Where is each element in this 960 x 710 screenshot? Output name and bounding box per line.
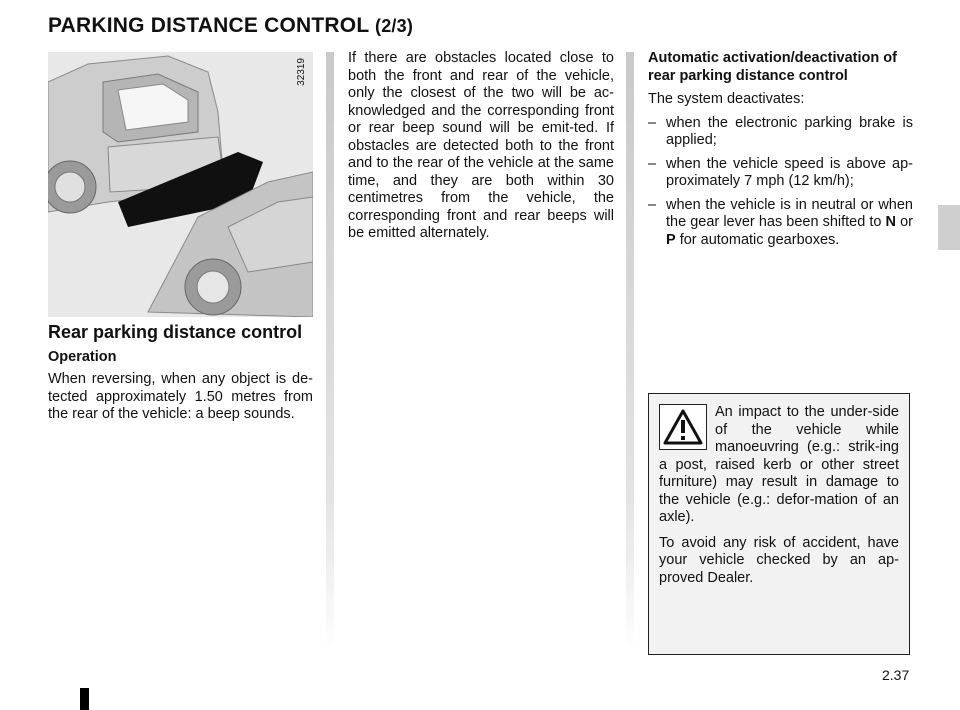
deactivation-lead: The system deactivates: (648, 91, 805, 107)
page-title-suffix: (2/3) (375, 16, 414, 36)
list-item-text: or (896, 214, 913, 230)
list-item-text: when the vehicle is in neutral or when the gear lever has been shifted to (666, 196, 913, 230)
gear-label-n: N (885, 214, 897, 230)
dash-marker: – (648, 196, 657, 213)
list-item-text: when the electronic parking brake is applied; (666, 114, 913, 148)
obstacle-paragraph: If there are obstacles located close to both the front and rear of the vehicle, only the closest of the two will be ac-knowledged and the corresponding front or rear beep sound will be emit-ted. If obstacles are detected both to the front and to the rear of the vehicle at the same time, and they are both within 30 centimetres from the vehicle, the corresponding front and rear beeps will be emitted alternately. (348, 50, 614, 241)
list-item-text: for automatic gearboxes. (675, 231, 840, 248)
column-right (648, 50, 913, 255)
column-middle (348, 50, 614, 243)
gear-label-p: P (666, 231, 676, 248)
section-tab-marker (938, 205, 960, 250)
list-item (648, 115, 913, 150)
dash-marker: – (648, 155, 657, 172)
deactivation-list (648, 115, 913, 250)
dash-marker: – (648, 114, 657, 131)
subsection-heading: Operation (48, 349, 117, 365)
page-title-text: PARKING DISTANCE CONTROL (48, 14, 369, 37)
column-divider-right (626, 52, 634, 652)
warning-paragraph-2: To avoid any risk of accident, have your vehicle checked by an ap-proved Dealer. (659, 534, 899, 586)
column-left (48, 318, 313, 424)
page-number: 2.37 (882, 667, 910, 683)
list-item (648, 156, 913, 191)
print-corner-mark (80, 688, 89, 710)
warning-triangle-icon (659, 404, 707, 450)
list-item-text: when the vehicle speed is above ap-proximately 7 mph (12 km/h); (666, 155, 913, 189)
image-reference-code: 32319 (296, 58, 307, 86)
activation-heading: Automatic activation/deactivation of rear parking distance control (648, 50, 897, 84)
operation-paragraph: When reversing, when any object is de-tected approximately 1.50 metres from the rear of the vehicle: a beep sounds. (48, 371, 313, 422)
car-parking-sensor-illustration (48, 52, 313, 317)
warning-paragraph-1: An impact to the under-side of the vehicle while manoeuvring (e.g.: strik-ing a post, raised kerb or other street furniture) may result in damage to the vehicle (e.g.: defor-mation of an axle). (659, 404, 899, 525)
list-item (648, 197, 913, 250)
page-title (48, 14, 413, 38)
warning-box (648, 393, 910, 655)
section-heading: Rear parking distance control (48, 322, 303, 342)
column-divider-left (326, 52, 334, 652)
